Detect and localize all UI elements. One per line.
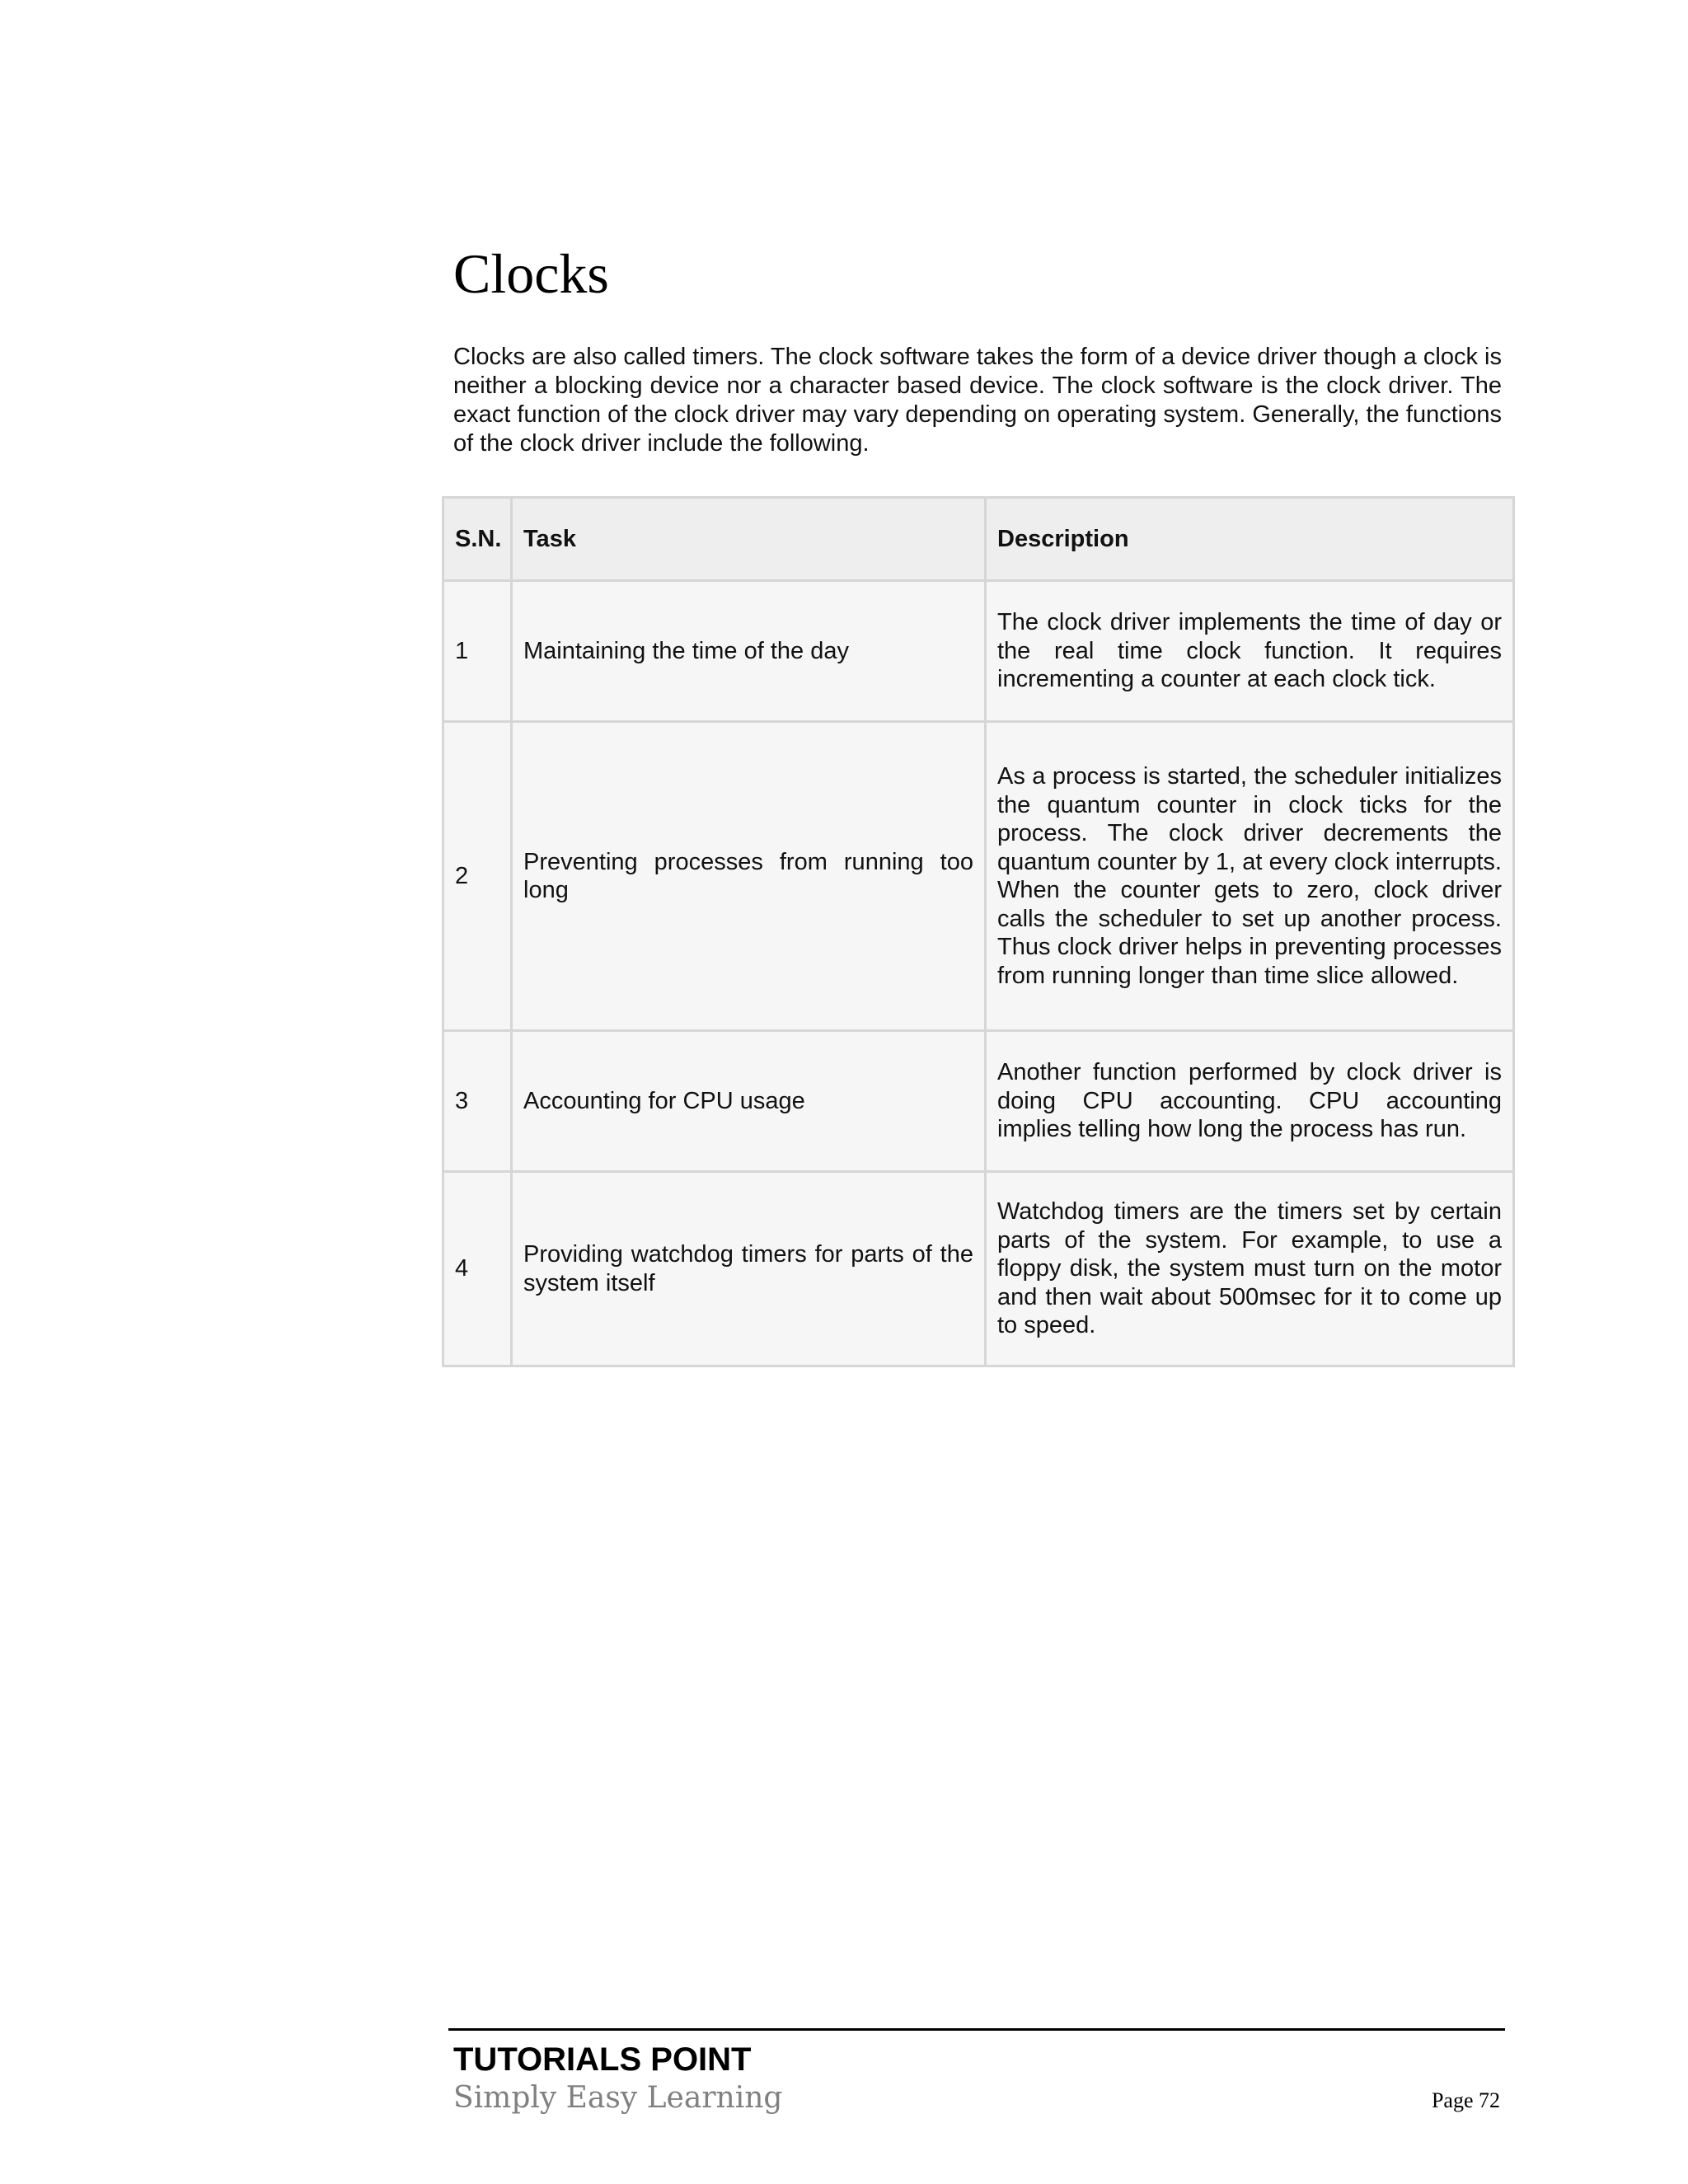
cell-description: Watchdog timers are the timers set by certain parts of the system. For example, to use a floppy disk, the system must turn on the motor and then wait about 500msec for it to come up to speed. xyxy=(986,1172,1514,1366)
table-row xyxy=(443,1172,1514,1366)
footer-brand: TUTORIALS POINT xyxy=(453,2041,752,2078)
header-task: Task xyxy=(512,498,986,581)
footer-divider xyxy=(448,2028,1505,2031)
cell-task: Maintaining the time of the day xyxy=(512,581,986,722)
cell-task: Preventing processes from running too long xyxy=(512,722,986,1031)
cell-sn: 2 xyxy=(443,722,512,1031)
intro-paragraph: Clocks are also called timers. The clock software takes the form of a device driver though a clock is neither a blocking device nor a character based device. The clock software is the clock driver. The exact function of the clock driver may vary depending on operating system. Generally, the functions of the clock driver include the following. xyxy=(453,344,1502,457)
page-number: Page 72 xyxy=(1431,2088,1500,2112)
table-row xyxy=(443,722,1514,1031)
table-header-row xyxy=(443,498,1514,581)
cell-description: The clock driver implements the time of day or the real time clock function. It requires incrementing a counter at each clock tick. xyxy=(986,581,1514,722)
table-row xyxy=(443,581,1514,722)
header-sn: S.N. xyxy=(443,498,512,581)
cell-task: Providing watchdog timers for parts of the system itself xyxy=(512,1172,986,1366)
cell-sn: 4 xyxy=(443,1172,512,1366)
cell-description: Another function performed by clock driver is doing CPU accounting. CPU accounting implies telling how long the process has run. xyxy=(986,1031,1514,1172)
clock-driver-functions-table xyxy=(442,496,1515,1367)
cell-description: As a process is started, the scheduler initializes the quantum counter in clock ticks for the process. The clock driver decrements the quantum counter by 1, at every clock interrupts. When the counter gets to zero, clock driver calls the scheduler to set up another process. Thus clock driver helps in preventing processes from running longer than time slice allowed. xyxy=(986,722,1514,1031)
header-description: Description xyxy=(986,498,1514,581)
cell-task: Accounting for CPU usage xyxy=(512,1031,986,1172)
table-row xyxy=(443,1031,1514,1172)
footer-tagline: Simply Easy Learning xyxy=(453,2081,783,2115)
cell-sn: 1 xyxy=(443,581,512,722)
cell-sn: 3 xyxy=(443,1031,512,1172)
page-title: Clocks xyxy=(453,242,609,305)
